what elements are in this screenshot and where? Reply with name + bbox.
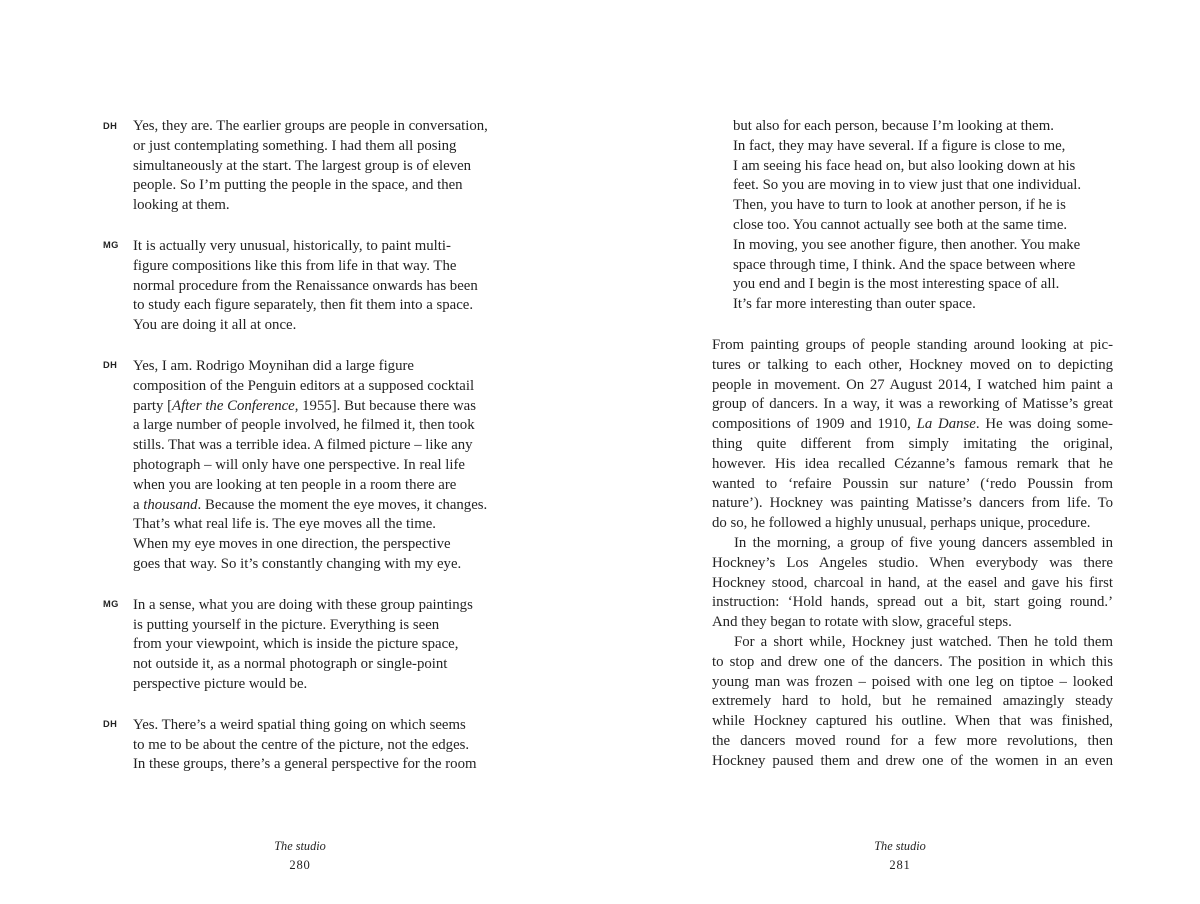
text-line: In moving, you see another figure, then another. You make <box>733 236 1081 253</box>
narration-paragraph <box>712 336 1113 534</box>
text-line: For a short while, Hockney just watched. Then he told them <box>734 633 1113 650</box>
right-page-text-column <box>712 117 1113 772</box>
text-line: wanted to ‘refaire Poussin sur nature’ (‘redo Poussin from <box>712 475 1113 492</box>
text-line: close too. You cannot actually see both at the same time. <box>733 216 1068 233</box>
running-title: The studio <box>274 839 326 853</box>
text-line: normal procedure from the Renaissance onwards has been <box>133 277 478 294</box>
text-line: or just contemplating something. I had them all posing <box>133 137 457 154</box>
text-line: while Hockney captured his outline. When that was finished, <box>712 713 1113 730</box>
speaker-label: DH <box>103 120 118 131</box>
dialogue-block <box>103 237 493 336</box>
running-title: The studio <box>874 839 926 853</box>
text-line: In the morning, a group of five young dancers assembled in <box>734 534 1113 551</box>
speaker-label: MG <box>103 240 119 251</box>
text-line: In these groups, there’s a general perspective for the room <box>133 756 477 773</box>
text-line: Then, you have to turn to look at another person, if he is <box>733 197 1066 214</box>
right-page-footer <box>600 839 1200 872</box>
dialogue-block <box>103 117 493 216</box>
text-line: Hockney’s Los Angeles studio. When everybody was there <box>712 554 1113 571</box>
dialogue-block <box>103 716 493 775</box>
text-line: nature’). Hockney was painting Matisse’s dancers from life. To <box>712 495 1113 512</box>
page-number: 281 <box>889 857 911 872</box>
text-line: When my eye moves in one direction, the perspective <box>133 536 451 553</box>
text-line: It is actually very unusual, historically, to paint multi- <box>133 237 451 254</box>
text-line: people in movement. On 27 August 2014, I watched him paint a <box>712 376 1113 393</box>
text-line: Yes. There’s a weird spatial thing going on which seems <box>133 716 466 733</box>
dialogue-block <box>103 357 493 575</box>
text-line: compositions of 1909 and 1910, La Danse. He was doing some- <box>712 416 1113 433</box>
dialogue-continuation <box>733 117 1113 315</box>
text-line: tures or talking to each other, Hockney moved on to depicting <box>712 356 1113 373</box>
text-line: people. So I’m putting the people in the space, and then <box>133 177 463 194</box>
page-number: 280 <box>289 857 311 872</box>
speaker-label: MG <box>103 599 119 610</box>
text-line: not outside it, as a normal photograph or single-point <box>133 656 448 673</box>
dialogue-block <box>103 596 493 695</box>
text-line: That’s what real life is. The eye moves all the time. <box>133 516 436 533</box>
speaker-label: DH <box>103 719 118 730</box>
speaker-label: DH <box>103 360 118 371</box>
text-line: photograph – will only have one perspective. In real life <box>133 456 465 473</box>
text-line: perspective picture would be. <box>133 675 308 692</box>
text-line: In fact, they may have several. If a figure is close to me, <box>733 137 1066 154</box>
narration-paragraph <box>712 534 1113 633</box>
text-line: You are doing it all at once. <box>133 317 297 334</box>
text-line: figure compositions like this from life in that way. The <box>133 257 457 274</box>
text-line: thing quite different from simply imitating the original, <box>712 435 1113 452</box>
text-line: is putting yourself in the picture. Everything is seen <box>133 616 440 633</box>
text-line: Yes, they are. The earlier groups are people in conversation, <box>133 118 488 134</box>
text-line: Hockney paused them and drew one of the women in an even <box>712 752 1113 769</box>
text-line: group of dancers. In a way, it was a reworking of Matisse’s great <box>712 396 1113 413</box>
left-page-text-column <box>103 117 493 775</box>
text-line: In a sense, what you are doing with these group paintings <box>133 596 473 613</box>
text-line: simultaneously at the start. The largest group is of eleven <box>133 157 472 174</box>
text-line: a large number of people involved, he filmed it, then took <box>133 417 475 434</box>
text-line: stills. That was a terrible idea. A filmed picture – like any <box>133 437 473 454</box>
left-page-footer <box>0 839 600 872</box>
text-line: instruction: ‘Hold hands, spread out a bit, start going round.’ <box>712 594 1113 611</box>
text-line: to me to be about the centre of the picture, not the edges. <box>133 736 470 753</box>
text-line: From painting groups of people standing around looking at pic- <box>712 336 1113 353</box>
text-line: when you are looking at ten people in a room there are <box>133 476 457 493</box>
narration-paragraph <box>712 633 1113 772</box>
text-line: Yes, I am. Rodrigo Moynihan did a large figure <box>133 357 414 374</box>
text-line: composition of the Penguin editors at a supposed cocktail <box>133 377 475 394</box>
text-line: space through time, I think. And the space between where <box>733 256 1076 273</box>
text-line: however. His idea recalled Cézanne’s famous remark that he <box>712 455 1113 472</box>
text-line: a thousand. Because the moment the eye moves, it changes. <box>133 496 488 513</box>
text-line: Hockney stood, charcoal in hand, at the easel and gave his first <box>712 574 1113 591</box>
text-line: And they began to rotate with slow, graceful steps. <box>712 614 1012 631</box>
text-line: to study each figure separately, then fit them into a space. <box>133 297 474 314</box>
text-line: looking at them. <box>133 197 230 214</box>
text-line: the dancers moved round for a few more revolutions, then <box>712 732 1113 749</box>
text-line: young man was frozen – poised with one leg on tiptoe – looked <box>712 673 1113 690</box>
text-line: from your viewpoint, which is inside the picture space, <box>133 636 459 653</box>
text-line: do so, he followed a highly unusual, perhaps unique, procedure. <box>712 515 1091 532</box>
text-line: I am seeing his face head on, but also looking down at his <box>733 157 1076 174</box>
text-line: party [After the Conference, 1955]. But because there was <box>133 397 476 414</box>
text-line: you end and I begin is the most interesting space of all. <box>733 276 1060 293</box>
text-line: but also for each person, because I’m looking at them. <box>733 118 1054 134</box>
text-line: feet. So you are moving in to view just that one individual. <box>733 177 1082 194</box>
text-line: to stop and drew one of the dancers. The position in which this <box>712 653 1113 670</box>
text-line: extremely hard to hold, but he remained amazingly steady <box>712 693 1113 710</box>
text-line: goes that way. So it’s constantly changing with my eye. <box>133 555 462 572</box>
text-line: It’s far more interesting than outer space. <box>733 296 976 313</box>
